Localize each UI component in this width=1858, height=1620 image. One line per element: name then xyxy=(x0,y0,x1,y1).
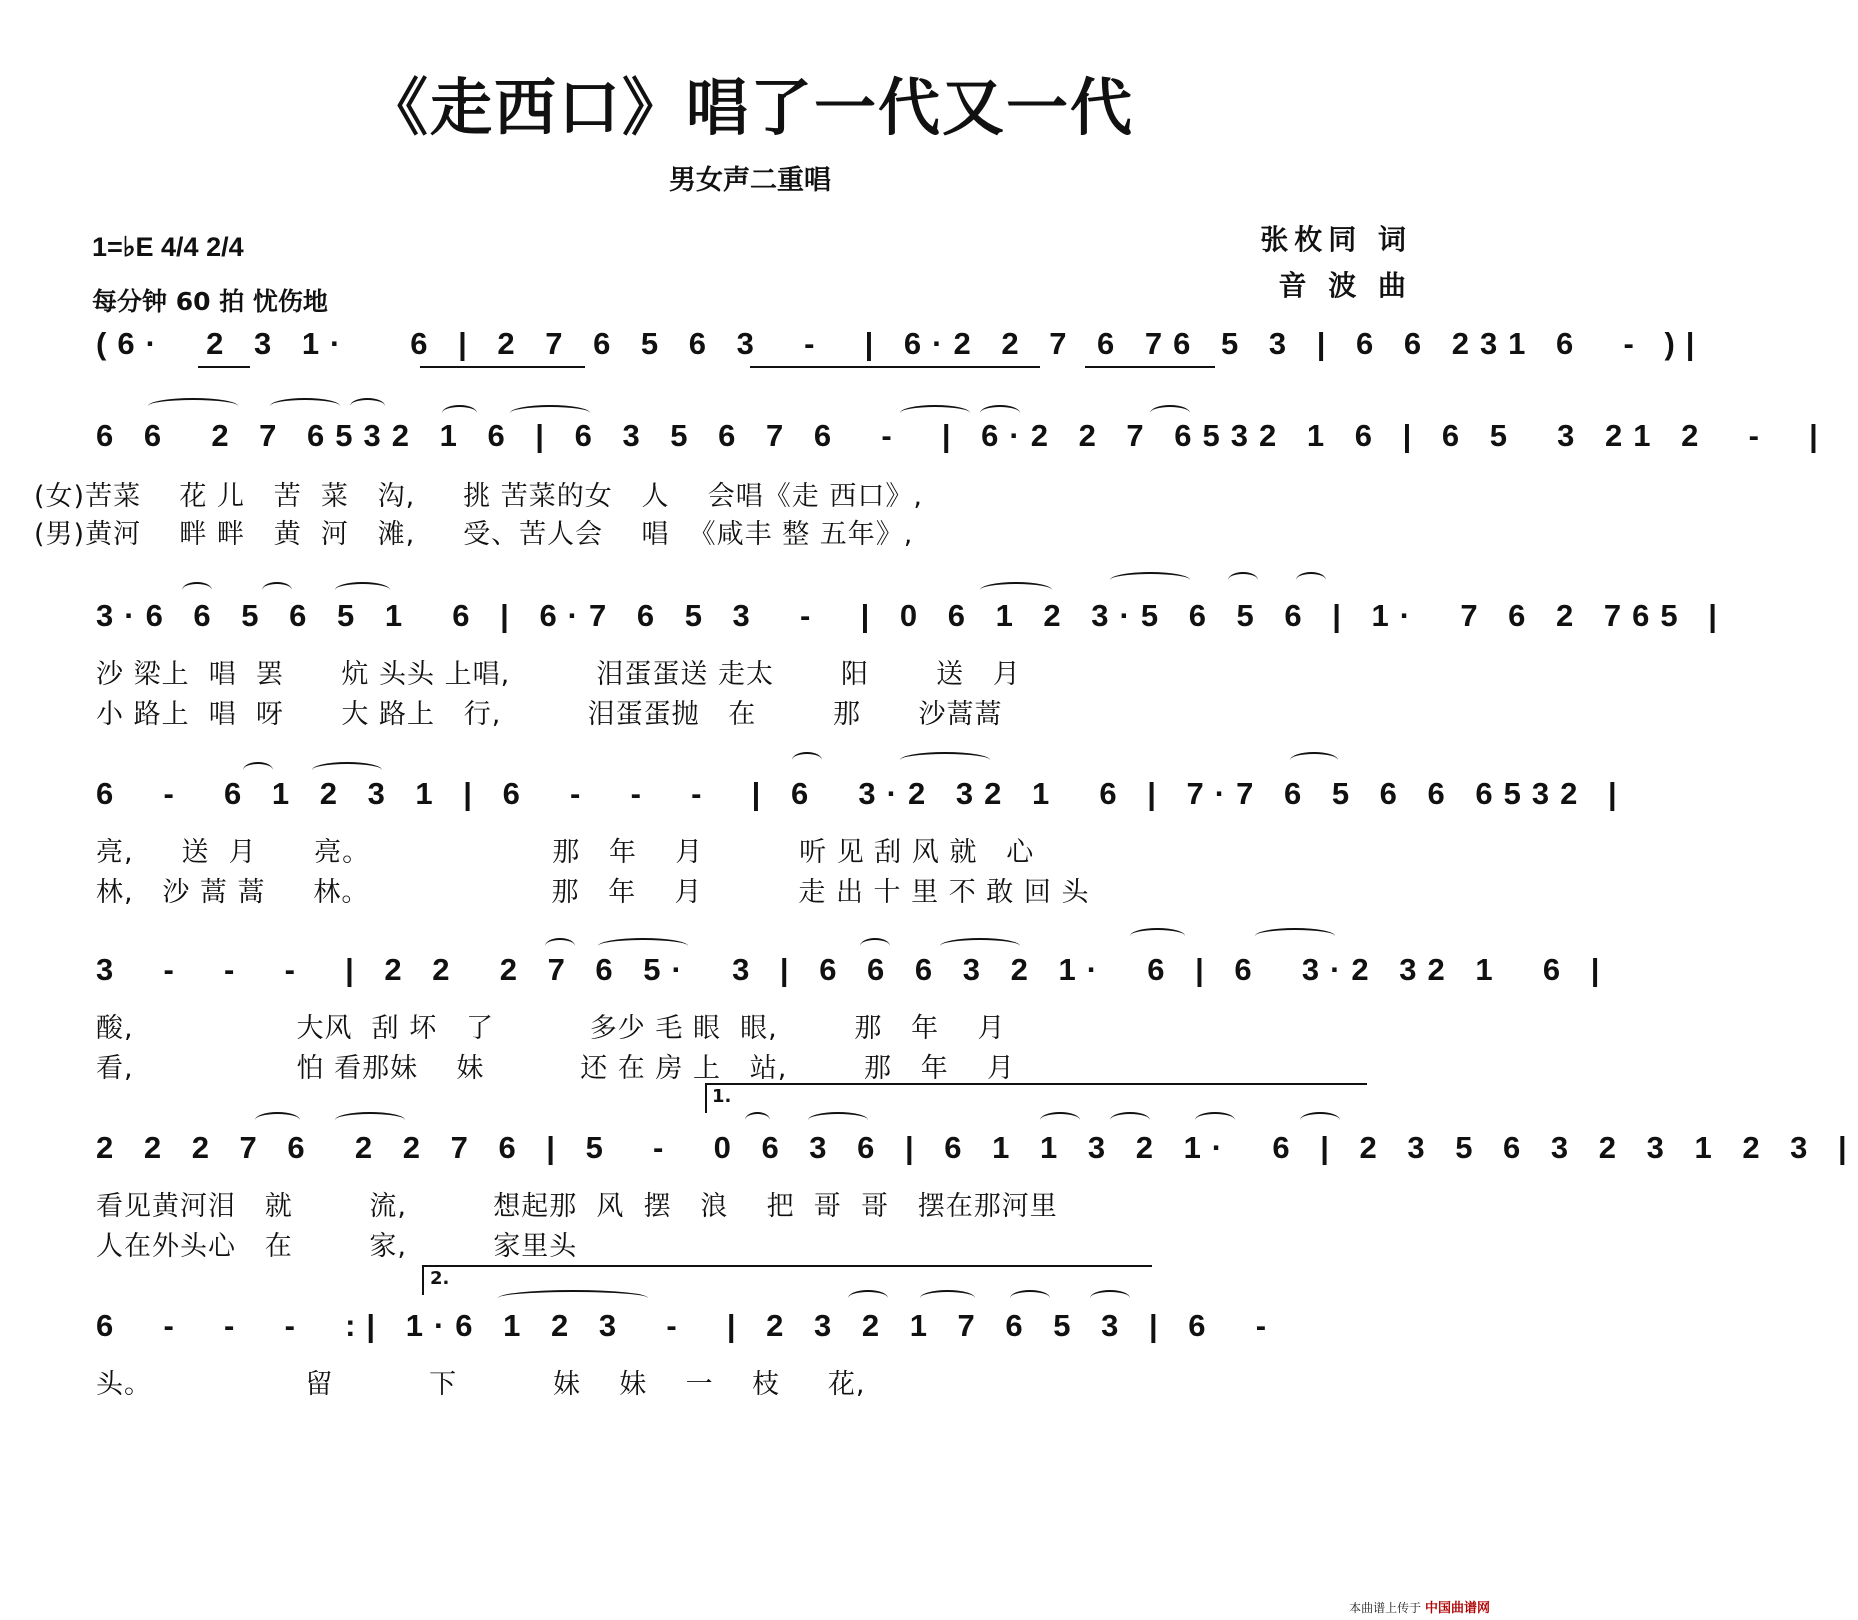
lyric-male-line-2: (男)黄河 畔 畔 黄 河 滩, 受、苦人会 唱 《咸丰 整 五年》, xyxy=(34,519,914,550)
footer-text: 本曲谱上传于 xyxy=(1349,1601,1422,1615)
lyric-line-6-verse-2: 人在外头心 在 家, 家里头 xyxy=(96,1231,578,1262)
slur-mark xyxy=(1300,1112,1340,1128)
slur-mark xyxy=(808,1112,868,1128)
notation-line-6: 2 2 2 7 6 2 2 7 6 | 5 - 0 6 3 6 | 6 1 1 3 2 1· 6 | 2 3 5 6 3 2 3 1 2 3 | xyxy=(96,1130,1858,1165)
notation-line-2: 6 6 2 7 6532 1 6 | 6 3 5 6 7 6 - | 6·2 2 7 6532 1 6 | 6 5 3 21 2 - | xyxy=(96,418,1829,453)
slur-mark xyxy=(1195,1112,1235,1128)
lyric-line-5-verse-2: 看, 怕 看那妹 妹 还 在 房 上 站, 那 年 月 xyxy=(96,1053,1016,1084)
slur-mark xyxy=(498,1290,648,1306)
notation-line-4: 6 - 6 1 2 3 1 | 6 - - - | 6 3·2 32 1 6 | 7·7 6 5 6 6 6532 | xyxy=(96,776,1628,811)
lyric-line-6-verse-1: 看见黄河泪 就 流, 想起那 风 摆 浪 把 哥 哥 摆在那河里 xyxy=(96,1191,1058,1222)
slur-mark xyxy=(148,398,238,414)
slur-mark xyxy=(335,582,390,598)
slur-mark xyxy=(270,398,340,414)
composer-credit: 音 波 曲 xyxy=(1278,269,1412,302)
footer-credit xyxy=(1349,1597,1490,1616)
notation-line-7: 6 - - - :| 1·6 1 2 3 - | 2 3 2 1 7 6 5 3 | 6 - xyxy=(96,1308,1278,1343)
slur-mark xyxy=(1110,572,1190,588)
slur-mark xyxy=(792,752,822,768)
beam-line xyxy=(750,366,1040,368)
song-title: 《走西口》唱了一代又一代 xyxy=(365,71,1134,144)
slur-mark xyxy=(1228,572,1258,588)
slur-mark xyxy=(182,582,212,598)
slur-mark xyxy=(900,752,990,768)
slur-mark xyxy=(1040,1112,1080,1128)
volta-1-bracket xyxy=(705,1083,1367,1113)
slur-mark xyxy=(848,1290,888,1306)
lyric-line-3-verse-1: 沙 梁上 唱 罢 炕 头头 上唱, 泪蛋蛋送 走太 阳 送 月 xyxy=(96,659,1021,690)
notation-line-1: (6· 2 3 1· 6 | 2 7 6 5 6 3 - | 6·2 2 7 6 76 5 3 | 6 6 231 6 - )| xyxy=(96,326,1706,361)
slur-mark xyxy=(1296,572,1326,588)
lyric-line-3-verse-2: 小 路上 唱 呀 大 路上 行, 泪蛋蛋抛 在 那 沙蒿蒿 xyxy=(96,699,1003,730)
lyricist-credit: 张枚同 词 xyxy=(1260,223,1412,256)
beam-line xyxy=(1085,366,1215,368)
tempo-marking: 每分钟 60 拍 忧伤地 xyxy=(92,287,328,316)
beam-line xyxy=(198,366,250,368)
volta-2-label: 2. xyxy=(430,1268,450,1289)
key-signature: 1=♭E 4/4 2/4 xyxy=(92,232,244,262)
song-subtitle: 男女声二重唱 xyxy=(669,165,831,196)
slur-mark xyxy=(1130,928,1185,944)
lyric-line-4-verse-1: 亮, 送 月 亮。 那 年 月 听 见 刮 风 就 心 xyxy=(96,837,1035,868)
notation-line-5: 3 - - - | 2 2 2 7 6 5· 3 | 6 6 6 3 2 1· 6 | 6 3·2 32 1 6 | xyxy=(96,952,1611,987)
slur-mark xyxy=(1290,752,1338,768)
slur-mark xyxy=(920,1290,975,1306)
slur-mark xyxy=(255,1112,300,1128)
beam-line xyxy=(420,366,585,368)
slur-mark xyxy=(262,582,292,598)
slur-mark xyxy=(350,398,385,414)
notation-line-3: 3·6 6 5 6 5 1 6 | 6·7 6 5 3 - | 0 6 1 2 3·5 6 5 6 | 1· 7 6 2 765 | xyxy=(96,598,1728,633)
slur-mark xyxy=(1010,1290,1050,1306)
slur-mark xyxy=(1090,1290,1130,1306)
lyric-female-line-2: (女)苦菜 花 儿 苦 菜 沟, 挑 苦菜的女 人 会唱《走 西口》, xyxy=(34,481,923,512)
slur-mark xyxy=(1255,928,1335,944)
lyric-line-7: 头。 留 下 妹 妹 一 枝 花, xyxy=(96,1369,866,1400)
slur-mark xyxy=(980,582,1052,598)
footer-brand-logo: 中国曲谱网 xyxy=(1424,1601,1490,1616)
slur-mark xyxy=(335,1112,405,1128)
lyric-line-4-verse-2: 林, 沙 蒿 蒿 林。 那 年 月 走 出 十 里 不 敢 回 头 xyxy=(96,877,1090,908)
slur-mark xyxy=(745,1112,770,1128)
slur-mark xyxy=(1110,1112,1150,1128)
volta-1-label: 1. xyxy=(712,1086,732,1107)
lyric-line-5-verse-1: 酸, 大风 刮 坏 了 多少 毛 眼 眼, 那 年 月 xyxy=(96,1013,1006,1044)
